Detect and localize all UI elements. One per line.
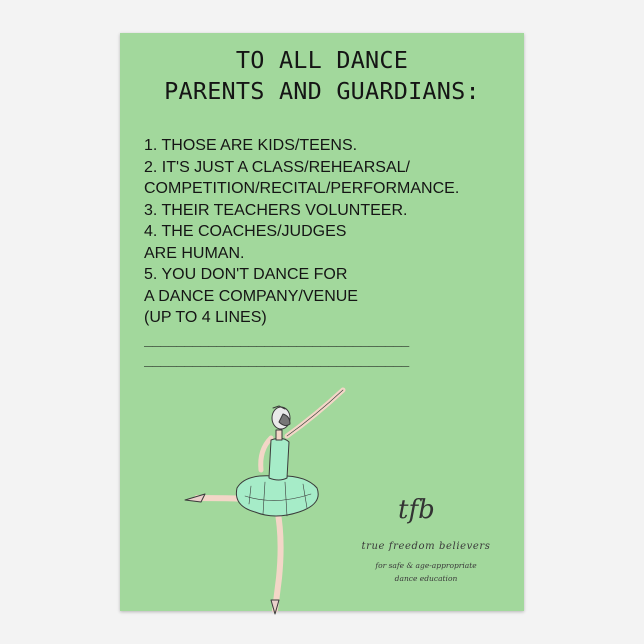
rules-list bbox=[144, 135, 459, 369]
rule-line: 3. THEIR TEACHERS VOLUNTEER. bbox=[144, 201, 408, 219]
logo-tagline-2: for safe & age-appropriate bbox=[375, 561, 477, 570]
tfb-logo bbox=[346, 495, 506, 611]
logo-tagline-1: true freedom believers bbox=[361, 541, 491, 552]
blank-line: _________________________________ bbox=[144, 330, 409, 347]
title-line-2: PARENTS AND GUARDIANS: bbox=[164, 77, 480, 105]
rule-line: (UP TO 4 LINES) bbox=[144, 309, 267, 326]
blank-line: _________________________________ bbox=[144, 350, 409, 367]
logo-monogram: tfb bbox=[398, 495, 435, 525]
poster-title bbox=[120, 45, 524, 107]
dance-poster bbox=[120, 33, 524, 611]
rule-line: COMPETITION/RECITAL/PERFORMANCE. bbox=[144, 180, 460, 197]
rule-line: 5. YOU DON'T DANCE FOR bbox=[144, 266, 348, 283]
rule-line: A DANCE COMPANY/VENUE bbox=[144, 287, 358, 305]
rule-line: ARE HUMAN. bbox=[144, 244, 245, 262]
ballerina-illustration bbox=[175, 378, 365, 618]
rule-line: 4. THE COACHES/JUDGES bbox=[144, 223, 347, 240]
rule-line: 1. THOSE ARE KIDS/TEENS. bbox=[144, 137, 358, 154]
rule-line: 2. IT'S JUST A CLASS/REHEARSAL/ bbox=[144, 158, 410, 176]
logo-tagline-3: dance education bbox=[394, 574, 458, 583]
title-line-1: TO ALL DANCE bbox=[235, 46, 409, 74]
